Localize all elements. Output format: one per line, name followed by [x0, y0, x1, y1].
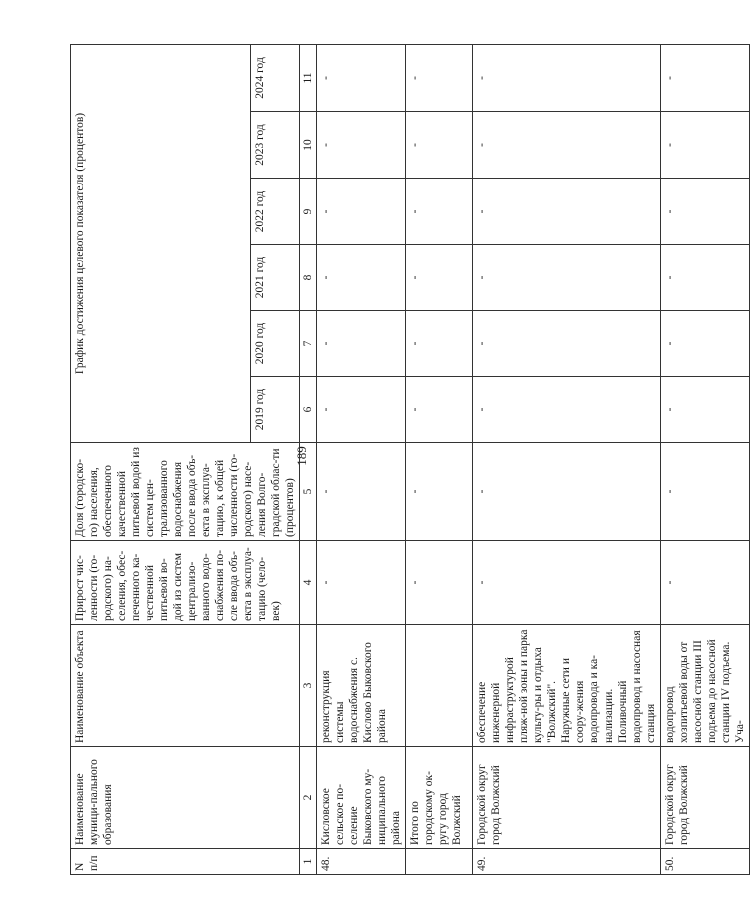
header-year: 2021 год: [251, 245, 300, 311]
rotated-table-sheet: [70, 45, 746, 875]
header-year: 2023 год: [251, 112, 300, 179]
header-object: Наименование объекта: [71, 625, 300, 747]
row-value: -: [406, 377, 473, 443]
row-object: водопровод хозпитьевой воды от насосной станции III подъема до насосной станции IV подъема. Уча-: [660, 625, 749, 747]
row-value: -: [317, 311, 406, 377]
row-value: -: [660, 179, 749, 245]
column-number: 1: [300, 849, 317, 875]
target-indicator-table: [70, 44, 750, 875]
row-municipality: Кисловское сельское по-селение Быковского му-ниципального района: [317, 747, 406, 849]
row-object: [406, 625, 473, 747]
row-value: -: [473, 245, 660, 311]
row-municipality: Городской округ город Волжский: [473, 747, 660, 849]
column-number: 7: [300, 311, 317, 377]
row-value: -: [660, 311, 749, 377]
row-value: -: [660, 245, 749, 311]
row-value: -: [406, 112, 473, 179]
row-number: [406, 849, 473, 875]
row-object: обеспечение инженерной инфраструктурой пляж-ной зоны и парка культу-ры и отдыха "Волжский". Наружные сети и соору-жения водопровода и ка-нализации. Поливочный водопровод и насосная станция: [473, 625, 660, 747]
row-value: -: [473, 179, 660, 245]
header-n: N п/п: [71, 849, 300, 875]
row-value: -: [317, 541, 406, 625]
row-value: -: [317, 377, 406, 443]
row-municipality: Городской округ город Волжский: [660, 747, 749, 849]
row-value: -: [473, 541, 660, 625]
row-number: 50.: [660, 849, 749, 875]
row-value: -: [406, 443, 473, 541]
page-number: 189: [294, 446, 309, 466]
row-value: -: [317, 179, 406, 245]
row-object: реконструкция системы водоснабжения с. Кислово Быковского района: [317, 625, 406, 747]
column-number: 3: [300, 625, 317, 747]
row-value: -: [473, 112, 660, 179]
column-number: 4: [300, 541, 317, 625]
column-number-row: [300, 44, 317, 874]
column-number: 2: [300, 747, 317, 849]
table-row: [406, 44, 473, 874]
row-value: -: [317, 44, 406, 111]
row-value: -: [473, 311, 660, 377]
row-value: -: [473, 377, 660, 443]
row-value: -: [473, 44, 660, 111]
header-year: 2024 год: [251, 44, 300, 111]
row-value: -: [473, 443, 660, 541]
column-number: 11: [300, 44, 317, 111]
column-number: 5: [300, 443, 317, 541]
row-value: -: [660, 443, 749, 541]
column-number: 10: [300, 112, 317, 179]
row-number: 48.: [317, 849, 406, 875]
header-year: 2019 год: [251, 377, 300, 443]
row-number: 49.: [473, 849, 660, 875]
row-value: -: [660, 377, 749, 443]
column-number: 6: [300, 377, 317, 443]
header-share: Доля (городско-го) населения, обеспеченного качественной питьевой водой из систем цен-трализованного водоснабжения после ввода объ-екта в эксплуа-тацию, к общей численности (го-родского) насе-ления Волго-градской облас-ти (процентов): [71, 443, 300, 541]
header-year: 2022 год: [251, 179, 300, 245]
row-value: -: [660, 112, 749, 179]
header-row-top: [71, 44, 251, 874]
row-value: -: [406, 44, 473, 111]
column-number: 8: [300, 245, 317, 311]
header-growth: Прирост чис-ленности (го-родского) на-селения, обес-печенного ка-чественной питьевой во-дой из систем централизо-ванного водо-снабжения по-сле ввода объ-екта в эксплуа-тацию (чело-век): [71, 541, 300, 625]
table-row: [660, 44, 749, 874]
header-schedule: График достижения целевого показателя (процентов): [71, 44, 251, 442]
header-year: 2020 год: [251, 311, 300, 377]
column-number: 9: [300, 179, 317, 245]
row-value: -: [406, 179, 473, 245]
row-value: -: [406, 245, 473, 311]
header-municipality: Наименование муници-пального образования: [71, 747, 300, 849]
row-value: -: [317, 112, 406, 179]
table-row: [317, 44, 406, 874]
row-value: -: [406, 311, 473, 377]
row-value: -: [660, 44, 749, 111]
row-value: -: [317, 443, 406, 541]
row-value: -: [406, 541, 473, 625]
table-row: [473, 44, 660, 874]
row-municipality: Итого по городскому ок-ругу город Волжский: [406, 747, 473, 849]
row-value: -: [660, 541, 749, 625]
row-value: -: [317, 245, 406, 311]
